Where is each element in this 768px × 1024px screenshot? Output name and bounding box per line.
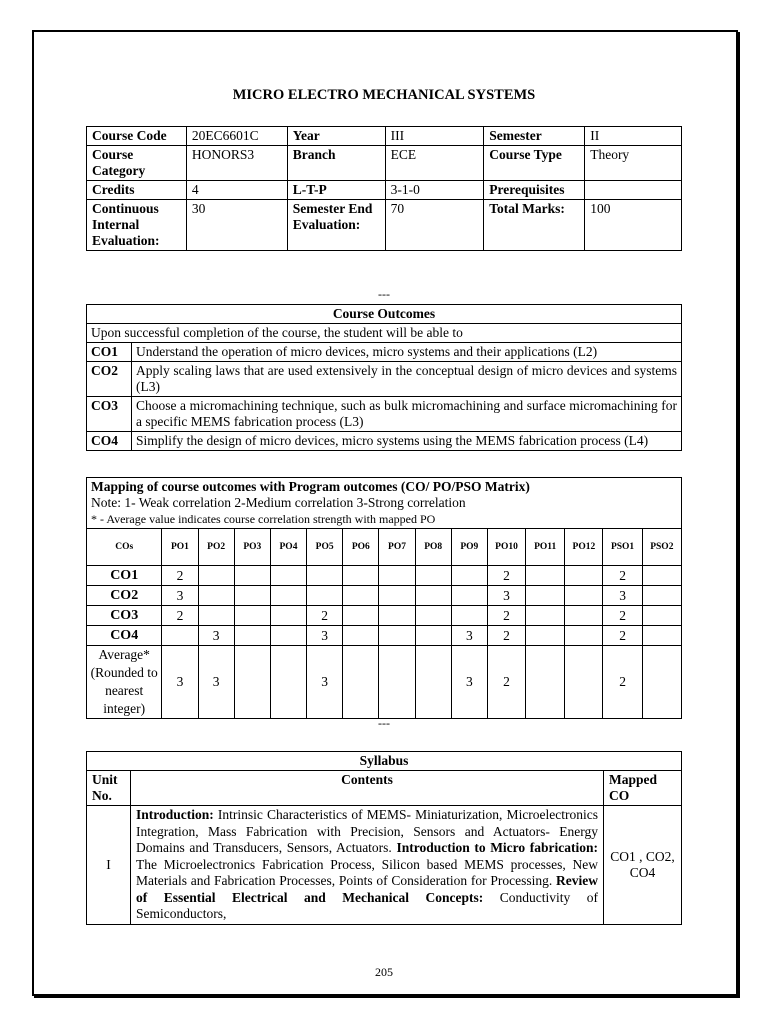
cie-value: 30 (186, 200, 287, 251)
mapping-co-label: CO2 (87, 586, 162, 606)
page-number: 205 (375, 965, 393, 979)
mapping-cell: 2 (162, 566, 198, 586)
mapping-average-cell (234, 646, 270, 719)
mapping-cell: 2 (603, 566, 642, 586)
mapping-average-cell (343, 646, 379, 719)
mapping-cell (415, 626, 451, 646)
outcome-text: Choose a micromachining technique, such as bulk micromachining and surface micromachining for a specific MEMS fabrication process (L3) (132, 397, 682, 432)
mapping-cell: 3 (451, 626, 487, 646)
mapping-col-header: PO6 (343, 529, 379, 566)
mapping-cell (642, 586, 681, 606)
mapping-cell: 3 (162, 586, 198, 606)
prerequisites-label: Prerequisites (484, 181, 585, 200)
mapping-cell (234, 606, 270, 626)
mapping-cell: 2 (487, 606, 525, 626)
see-label: Semester End Evaluation: (287, 200, 385, 251)
mapping-cell (270, 566, 306, 586)
mapping-col-header: PO12 (565, 529, 603, 566)
year-value: III (385, 127, 484, 146)
credits-label: Credits (87, 181, 187, 200)
mapping-cell (415, 566, 451, 586)
mapping-average-cell (526, 646, 565, 719)
mapping-note-1: Note: 1- Weak correlation 2-Medium correlation 3-Strong correlation (91, 495, 466, 510)
mapping-cell (451, 586, 487, 606)
mapping-cell (415, 606, 451, 626)
mapping-average-row (87, 646, 682, 719)
mapping-cell: 2 (603, 626, 642, 646)
mapping-cell (234, 626, 270, 646)
mapping-cell (270, 606, 306, 626)
co-po-mapping-table (86, 477, 682, 719)
mapping-co-label: CO4 (87, 626, 162, 646)
mapping-average-cell: 3 (451, 646, 487, 719)
mapping-average-cell: 3 (307, 646, 343, 719)
unit-mapped-co: CO1 , CO2, CO4 (604, 806, 682, 925)
mapping-cell (198, 606, 234, 626)
mapping-note-2: * - Average value indicates course correlation strength with mapped PO (91, 512, 436, 526)
outcome-code: CO3 (87, 397, 132, 432)
mapping-row (87, 606, 682, 626)
unit-header: Unit No. (87, 771, 131, 806)
outcome-row (87, 432, 682, 451)
course-outcomes-table (86, 304, 682, 451)
syllabus-table (86, 751, 682, 925)
mapping-cell (234, 586, 270, 606)
unit-contents (130, 806, 603, 925)
separator: --- (378, 716, 390, 730)
mapping-cell (307, 566, 343, 586)
outcome-row (87, 397, 682, 432)
prerequisites-value (585, 181, 682, 200)
mapping-cell (526, 586, 565, 606)
total-marks-value: 100 (585, 200, 682, 251)
mapping-cell (642, 606, 681, 626)
separator: --- (378, 287, 390, 301)
course-code: 20EC6601C (186, 127, 287, 146)
mapping-notes (87, 478, 682, 529)
mapping-cell (198, 586, 234, 606)
mapping-cell (307, 586, 343, 606)
unit-number: I (87, 806, 131, 925)
mapping-cell (415, 586, 451, 606)
outcomes-heading: Course Outcomes (87, 305, 682, 324)
mapping-col-header: PO1 (162, 529, 198, 566)
mapping-average-label: Average* (Rounded to nearest integer) (87, 646, 162, 719)
mapping-cell: 2 (487, 566, 525, 586)
mapping-cell (565, 566, 603, 586)
mapping-cell (343, 606, 379, 626)
outcome-text: Simplify the design of micro devices, micro systems using the MEMS fabrication process (L4) (132, 432, 682, 451)
mapping-col-header: PO4 (270, 529, 306, 566)
cie-label: Continuous Internal Evaluation: (87, 200, 187, 251)
mapping-cell (198, 566, 234, 586)
mapping-co-label: CO3 (87, 606, 162, 626)
topic-text: Conductivity of Semiconductors, (135, 889, 599, 921)
mapping-cell (162, 626, 198, 646)
mapping-cell: 3 (198, 626, 234, 646)
semester-label: Semester (484, 127, 585, 146)
mapping-col-header: PO11 (526, 529, 565, 566)
mapping-col-header: PSO2 (642, 529, 681, 566)
topic-heading: Introduction to Micro fabrication: (396, 840, 599, 855)
mapping-cell (451, 606, 487, 626)
mapping-average-cell (270, 646, 306, 719)
mapping-heading: Mapping of course outcomes with Program outcomes (CO/ PO/PSO Matrix) (91, 479, 530, 494)
mapping-col-header: PO5 (307, 529, 343, 566)
mapping-cell (642, 626, 681, 646)
branch-label: Branch (287, 146, 385, 181)
outcome-code: CO1 (87, 343, 132, 362)
mapping-cell (343, 566, 379, 586)
mapping-cell (642, 566, 681, 586)
mapping-cell (270, 586, 306, 606)
mapping-cell: 3 (603, 586, 642, 606)
topic-text: Intrinsic Characteristics of MEMS- Miniaturization, Microelectronics Integration, Mass Fabrication with Precision, Sensors and Actuators- Energy Domains and Transducers, Sensors, Actuators. (135, 807, 599, 855)
mapping-cell: 3 (487, 586, 525, 606)
outcome-text: Understand the operation of micro devices, micro systems and their applications (L2) (132, 343, 682, 362)
topic-heading: Introduction: (135, 807, 214, 822)
mapping-average-cell: 2 (487, 646, 525, 719)
mapping-cell: 2 (307, 606, 343, 626)
mapping-cell: 2 (162, 606, 198, 626)
outcome-code: CO2 (87, 362, 132, 397)
ltp-value: 3-1-0 (385, 181, 484, 200)
course-type-label: Course Type (484, 146, 585, 181)
mapping-cell (526, 606, 565, 626)
mapping-cell (343, 626, 379, 646)
mapping-cell (343, 586, 379, 606)
outcome-row (87, 343, 682, 362)
course-category-label: Course Category (87, 146, 187, 181)
mapping-cos-header: COs (87, 529, 162, 566)
see-value: 70 (385, 200, 484, 251)
mapping-cell: 2 (603, 606, 642, 626)
mapping-cell: 3 (307, 626, 343, 646)
total-marks-label: Total Marks: (484, 200, 585, 251)
mapping-average-cell: 3 (162, 646, 198, 719)
mapping-col-header: PO7 (379, 529, 415, 566)
mapping-col-header: PSO1 (603, 529, 642, 566)
syllabus-heading: Syllabus (87, 752, 682, 771)
outcome-code: CO4 (87, 432, 132, 451)
course-info-table (86, 126, 682, 251)
outcome-row (87, 362, 682, 397)
outcome-text: Apply scaling laws that are used extensively in the conceptual design of micro devices and systems (L3) (132, 362, 682, 397)
mapping-cell (565, 626, 603, 646)
mapping-cell: 2 (487, 626, 525, 646)
mapping-average-cell (642, 646, 681, 719)
mapping-cell (565, 606, 603, 626)
mapping-cell (565, 586, 603, 606)
mapped-co-header: Mapped CO (604, 771, 682, 806)
mapping-cell (379, 606, 415, 626)
mapping-header-row (87, 529, 682, 566)
year-label: Year (287, 127, 385, 146)
credits-value: 4 (186, 181, 287, 200)
mapping-cell (270, 626, 306, 646)
mapping-average-cell: 3 (198, 646, 234, 719)
mapping-cell (451, 566, 487, 586)
outcomes-intro: Upon successful completion of the course, the student will be able to (87, 324, 682, 343)
mapping-row (87, 626, 682, 646)
branch-value: ECE (385, 146, 484, 181)
mapping-col-header: PO3 (234, 529, 270, 566)
mapping-cell (379, 626, 415, 646)
semester-value: II (585, 127, 682, 146)
mapping-col-header: PO10 (487, 529, 525, 566)
mapping-cell (526, 566, 565, 586)
mapping-cell (379, 566, 415, 586)
mapping-col-header: PO8 (415, 529, 451, 566)
mapping-row (87, 566, 682, 586)
mapping-average-cell: 2 (603, 646, 642, 719)
topic-heading: Review of Essential Electrical and Mechanical Concepts: (135, 873, 599, 905)
topic-text: The Microelectronics Fabrication Process, Silicon based MEMS processes, New Materials and Fabrication Processes, Points of Consideration for Processing. (135, 856, 599, 888)
contents-header: Contents (130, 771, 603, 806)
mapping-cell (526, 626, 565, 646)
course-type-value: Theory (585, 146, 682, 181)
course-code-label: Course Code (87, 127, 187, 146)
mapping-cell (234, 566, 270, 586)
mapping-co-label: CO1 (87, 566, 162, 586)
syllabus-unit-row (87, 806, 682, 925)
mapping-average-cell (565, 646, 603, 719)
mapping-col-header: PO9 (451, 529, 487, 566)
course-category: HONORS3 (186, 146, 287, 181)
mapping-average-cell (415, 646, 451, 719)
mapping-col-header: PO2 (198, 529, 234, 566)
mapping-row (87, 586, 682, 606)
mapping-cell (379, 586, 415, 606)
page-title: MICRO ELECTRO MECHANICAL SYSTEMS (232, 87, 536, 103)
mapping-average-cell (379, 646, 415, 719)
ltp-label: L-T-P (287, 181, 385, 200)
